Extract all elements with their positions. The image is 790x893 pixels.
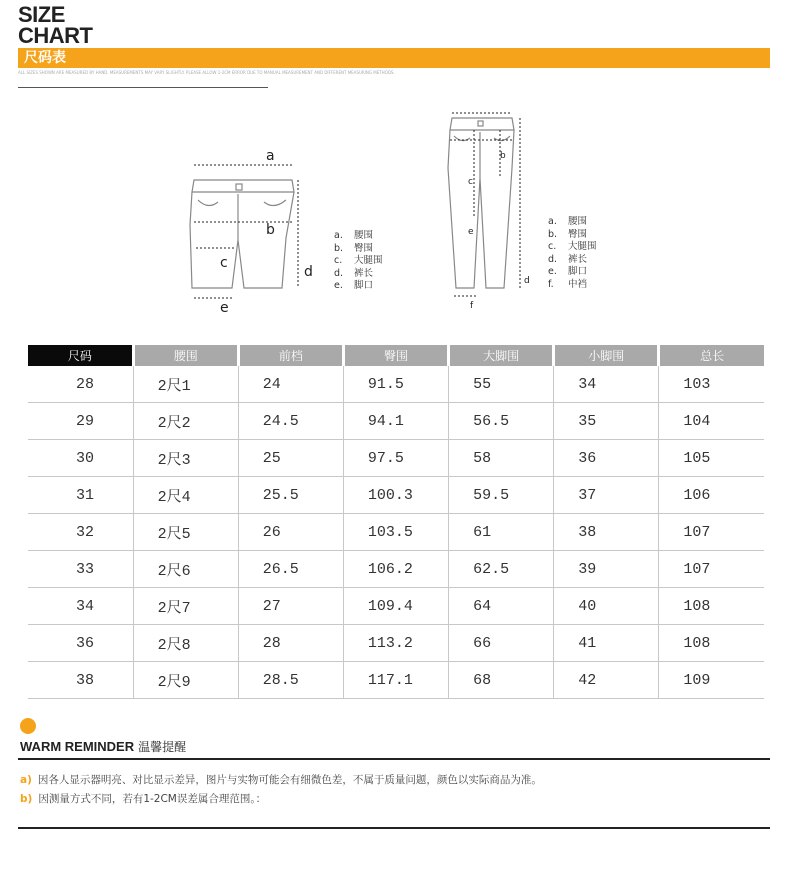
legend-item: e. 脚口 xyxy=(334,280,374,291)
cell-size: 36 xyxy=(28,625,133,662)
cell-leg-opening: 41 xyxy=(554,625,659,662)
cell-front-rise: 26 xyxy=(238,514,343,551)
legend-item: d. 裤长 xyxy=(334,267,374,279)
cell-length: 106 xyxy=(659,477,764,514)
note-b-text: 因测量方式不同，若有1-2CM误差属合理范围。： xyxy=(38,793,267,805)
reminder-title xyxy=(20,738,186,755)
banner-label: 尺码表 xyxy=(24,50,66,66)
cell-waist: 2尺8 xyxy=(133,625,238,662)
shorts-outline xyxy=(190,180,294,288)
cell-waist: 2尺5 xyxy=(133,514,238,551)
shorts-label-c: c xyxy=(220,255,228,271)
cell-leg-opening: 39 xyxy=(554,551,659,588)
cell-thigh: 66 xyxy=(449,625,554,662)
cell-length: 104 xyxy=(659,403,764,440)
cell-leg-opening: 37 xyxy=(554,477,659,514)
cell-front-rise: 26.5 xyxy=(238,551,343,588)
note-b xyxy=(20,791,266,806)
cell-size: 30 xyxy=(28,440,133,477)
cell-leg-opening: 35 xyxy=(554,403,659,440)
pants-label-d: d xyxy=(524,276,530,286)
shorts-label-b: b xyxy=(266,222,275,238)
reminder-title-en: WARM REMINDER xyxy=(20,739,135,754)
footer-divider xyxy=(18,827,770,829)
header xyxy=(0,0,790,90)
header-underline xyxy=(18,87,268,88)
header-front-rise: 前档 xyxy=(238,345,343,366)
cell-thigh: 62.5 xyxy=(449,551,554,588)
pants-diagram xyxy=(440,108,540,313)
cell-thigh: 56.5 xyxy=(449,403,554,440)
note-a xyxy=(20,772,542,787)
cell-waist: 2尺3 xyxy=(133,440,238,477)
cell-thigh: 68 xyxy=(449,662,554,699)
shorts-label-e: e xyxy=(220,300,229,315)
reminder-title-cn: 温馨提醒 xyxy=(138,740,187,754)
table-row xyxy=(28,440,764,477)
cell-front-rise: 24.5 xyxy=(238,403,343,440)
table-row xyxy=(28,477,764,514)
note-a-text: 因各人显示器明亮、对比显示差异，图片与实物可能会有细微色差，不属于质量问题，颜色以实际商品为准。 xyxy=(37,774,542,786)
cell-front-rise: 25 xyxy=(238,440,343,477)
header-thigh: 大脚围 xyxy=(449,345,554,366)
header-hip: 臀围 xyxy=(343,345,448,366)
cell-leg-opening: 34 xyxy=(554,366,659,403)
cell-leg-opening: 38 xyxy=(554,514,659,551)
table-row xyxy=(28,625,764,662)
cell-length: 107 xyxy=(659,514,764,551)
cell-thigh: 55 xyxy=(449,366,554,403)
legend-item: d. 裤长 xyxy=(548,253,588,265)
cell-waist: 2尺6 xyxy=(133,551,238,588)
table-body xyxy=(28,366,764,699)
table-row xyxy=(28,403,764,440)
reminder-divider xyxy=(18,758,770,760)
cell-size: 32 xyxy=(28,514,133,551)
shorts-label-d: d xyxy=(304,264,313,280)
table-row xyxy=(28,366,764,403)
table-header-row xyxy=(28,345,764,366)
cell-length: 109 xyxy=(659,662,764,699)
header-length: 总长 xyxy=(659,345,764,366)
pants-label-c: c xyxy=(468,177,473,187)
size-table xyxy=(28,345,764,699)
cell-front-rise: 27 xyxy=(238,588,343,625)
fine-print: ALL SIZES SHOWN ARE MEASURED BY HAND. MEASUREMENTS MAY VARY SLIGHTLY. PLEASE ALLOW 1-2CM ERROR DUE TO MANUAL MEASUREMENT AND DIFFERENT MEASURING METHODS. xyxy=(18,70,395,75)
shorts-label-a: a xyxy=(266,148,275,164)
cell-hip: 100.3 xyxy=(343,477,448,514)
legend-item: c. 大腿围 xyxy=(548,241,597,252)
cell-hip: 97.5 xyxy=(343,440,448,477)
cell-hip: 91.5 xyxy=(343,366,448,403)
cell-hip: 117.1 xyxy=(343,662,448,699)
reminder-dot xyxy=(20,718,36,734)
title-size: SIZE xyxy=(18,2,65,27)
table-row xyxy=(28,551,764,588)
cell-size: 31 xyxy=(28,477,133,514)
cell-length: 107 xyxy=(659,551,764,588)
legend-item: b. 臀围 xyxy=(334,242,374,254)
legend-item: b. 臀围 xyxy=(548,228,588,240)
table-row xyxy=(28,662,764,699)
shorts-legend xyxy=(334,230,383,293)
cell-thigh: 61 xyxy=(449,514,554,551)
cell-leg-opening: 42 xyxy=(554,662,659,699)
cell-waist: 2尺1 xyxy=(133,366,238,403)
title-chart: CHART xyxy=(18,23,93,48)
cell-leg-opening: 36 xyxy=(554,440,659,477)
cell-hip: 106.2 xyxy=(343,551,448,588)
cell-length: 105 xyxy=(659,440,764,477)
cell-front-rise: 28.5 xyxy=(238,662,343,699)
note-a-key: a) xyxy=(20,774,32,786)
cell-size: 34 xyxy=(28,588,133,625)
legend-item: a. 腰围 xyxy=(548,216,588,227)
legend-item: e. 脚口 xyxy=(548,266,588,277)
pants-outline xyxy=(448,118,514,288)
cell-waist: 2尺7 xyxy=(133,588,238,625)
cell-front-rise: 28 xyxy=(238,625,343,662)
cell-leg-opening: 40 xyxy=(554,588,659,625)
shorts-diagram xyxy=(180,140,330,315)
cell-thigh: 59.5 xyxy=(449,477,554,514)
cell-hip: 103.5 xyxy=(343,514,448,551)
legend-item: c. 大腿围 xyxy=(334,255,383,266)
cell-front-rise: 24 xyxy=(238,366,343,403)
pants-label-b: b xyxy=(500,151,506,161)
legend-item: a. 腰围 xyxy=(334,230,374,241)
cell-hip: 113.2 xyxy=(343,625,448,662)
header-size: 尺码 xyxy=(28,345,133,366)
cell-length: 103 xyxy=(659,366,764,403)
table-row xyxy=(28,514,764,551)
cell-waist: 2尺4 xyxy=(133,477,238,514)
pants-label-f: f xyxy=(470,301,474,311)
cell-hip: 109.4 xyxy=(343,588,448,625)
cell-hip: 94.1 xyxy=(343,403,448,440)
table-row xyxy=(28,588,764,625)
header-leg-opening: 小脚围 xyxy=(554,345,659,366)
pants-legend xyxy=(548,216,597,291)
cell-length: 108 xyxy=(659,625,764,662)
legend-item: f. 中裆 xyxy=(548,278,588,290)
cell-size: 33 xyxy=(28,551,133,588)
cell-waist: 2尺9 xyxy=(133,662,238,699)
cell-length: 108 xyxy=(659,588,764,625)
cell-waist: 2尺2 xyxy=(133,403,238,440)
orange-banner xyxy=(18,48,770,68)
header-waist: 腰围 xyxy=(133,345,238,366)
pants-label-e: e xyxy=(468,227,474,237)
cell-front-rise: 25.5 xyxy=(238,477,343,514)
note-b-key: b) xyxy=(20,793,33,805)
cell-size: 38 xyxy=(28,662,133,699)
cell-thigh: 64 xyxy=(449,588,554,625)
cell-thigh: 58 xyxy=(449,440,554,477)
cell-size: 28 xyxy=(28,366,133,403)
cell-size: 29 xyxy=(28,403,133,440)
